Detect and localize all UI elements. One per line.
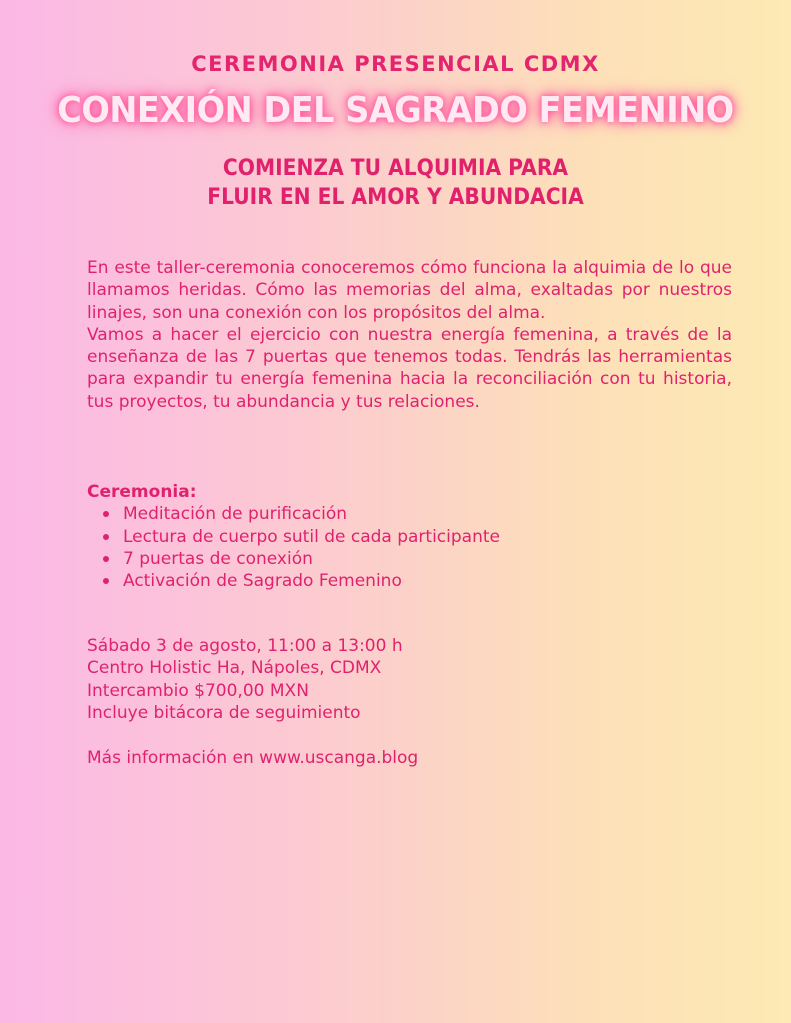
list-item [123,503,732,525]
bullet-icon [103,578,109,584]
list-item-label: Activación de Sagrado Femenino [123,571,402,592]
event-venue: Centro Holistic Ha, Nápoles, CDMX [87,658,382,679]
event-includes: Incluye bitácora de seguimiento [87,702,361,723]
list-item [123,526,732,548]
event-type-heading: CEREMONIA PRESENCIAL CDMX [191,52,600,76]
list-item [123,570,732,592]
ceremony-section [87,481,732,592]
intro-text [87,257,732,413]
event-price: Intercambio $700,00 MXN [87,680,309,701]
intro-paragraph-2: Vamos a hacer el ejercicio con nuestra energía femenina, a través de la enseñanza de las 7 puertas que tenemos todas. Tendrás las herramientas para expandir tu energía femenina hacia la reconciliación con tu historia, tus proyectos, tu abundancia y tus relaciones. [87,324,732,412]
event-date: Sábado 3 de agosto, 11:00 a 13:00 h [87,636,403,656]
event-title: CONEXIÓN DEL SAGRADO FEMENINO [57,90,734,131]
list-item-label: Lectura de cuerpo sutil de cada participante [123,526,500,547]
bullet-icon [103,511,109,517]
ceremony-list [87,503,732,592]
list-item-label: Meditación de purificación [123,504,348,525]
bullet-icon [103,556,109,562]
event-subtitle [32,154,760,212]
bullet-icon [103,534,109,540]
subtitle-line-2: FLUIR EN EL AMOR Y ABUNDACIA [207,185,584,210]
list-item-label: 7 puertas de conexión [123,548,313,569]
subtitle-line-1: COMIENZA TU ALQUIMIA PARA [222,156,569,181]
ceremony-heading: Ceremonia: [87,482,197,502]
event-details [87,635,732,724]
list-item [123,548,732,570]
more-info-text: Más información en www.uscanga.blog [87,748,419,768]
intro-paragraph-1: En este taller-ceremonia conoceremos cómo funciona la alquimia de lo que llamamos heridas. Cómo las memorias del alma, exaltadas por nuestros linajes, son una conexión con los propósitos del alma. [87,258,732,323]
